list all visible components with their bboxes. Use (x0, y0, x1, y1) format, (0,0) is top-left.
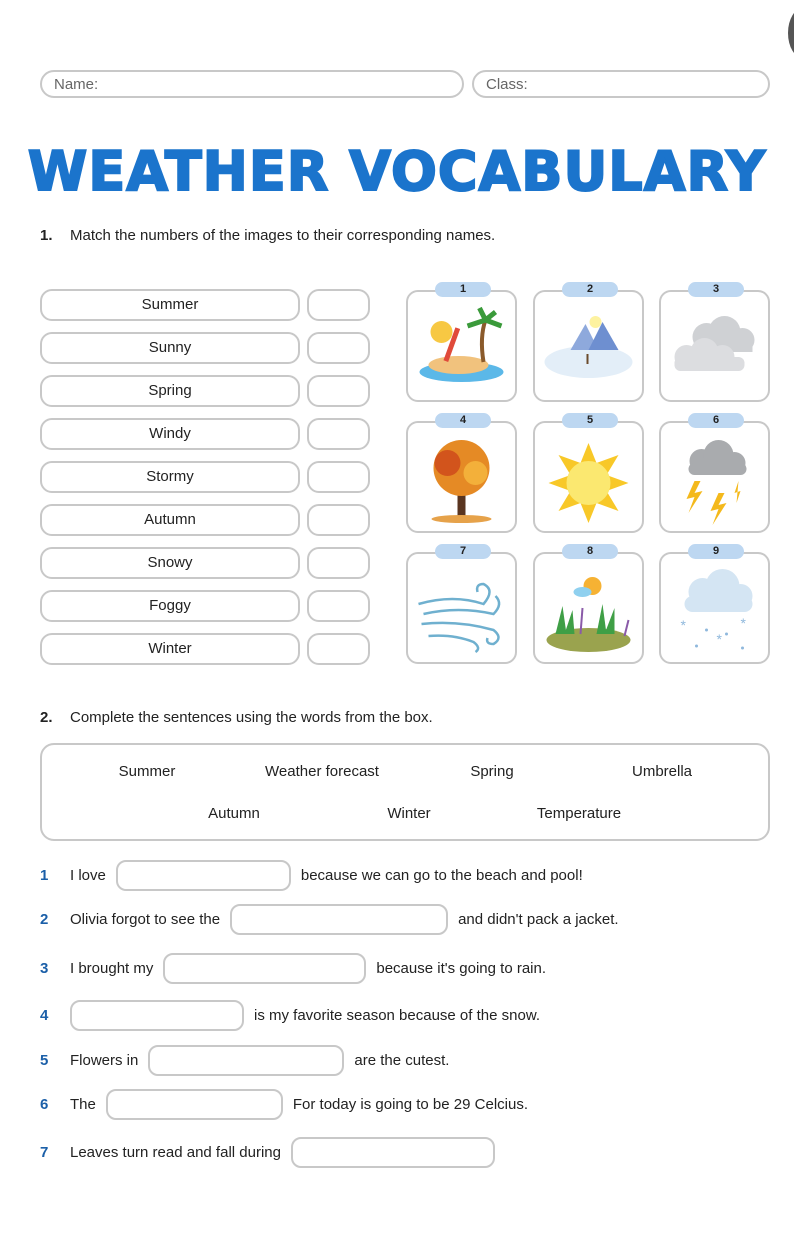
word-box-autumn: Autumn (40, 504, 300, 536)
image-card-2 (533, 283, 644, 402)
sentence-text-after: For today is going to be 29 Celcius. (292, 1095, 528, 1113)
sentence-text-before: Olivia forgot to see the (70, 910, 221, 928)
sentence-number: 3 (40, 959, 49, 977)
word-box-stormy: Stormy (40, 461, 300, 493)
sentence-number: 4 (40, 1006, 49, 1024)
question-2-instruction: 2. Complete the sentences using the words from the box. (40, 709, 433, 726)
image-number-tab: 5 (562, 413, 618, 428)
sentence-text-before: I brought my (70, 959, 154, 977)
answer-box[interactable] (307, 289, 370, 321)
summer-beach-icon (413, 302, 510, 394)
sentence-3 (40, 952, 546, 984)
name-field[interactable] (40, 70, 464, 98)
bank-word: Weather forecast (265, 763, 379, 780)
image-number-tab: 6 (688, 413, 744, 428)
sentence-number: 7 (40, 1143, 49, 1161)
sentence-text-after: and didn't pack a jacket. (458, 910, 619, 928)
name-label: Name: (54, 76, 99, 93)
answer-blank[interactable] (106, 1089, 283, 1120)
sentence-2 (40, 903, 619, 935)
sentence-number: 6 (40, 1095, 49, 1113)
sentence-text-before: Flowers in (70, 1051, 139, 1069)
bank-word: Umbrella (631, 763, 693, 780)
word-box-windy: Windy (40, 418, 300, 450)
class-label: Class: (486, 76, 528, 93)
image-card-7 (406, 545, 517, 664)
image-card-9 (659, 545, 770, 664)
svg-text:*: * (716, 631, 722, 647)
spring-meadow-icon (540, 564, 637, 656)
image-card-1 (406, 283, 517, 402)
answer-box[interactable] (307, 375, 370, 407)
sentence-number: 5 (40, 1051, 49, 1069)
answer-box[interactable] (307, 547, 370, 579)
word-bank (40, 743, 770, 841)
image-number-tab: 9 (688, 544, 744, 559)
image-number-tab: 8 (562, 544, 618, 559)
sentence-text-after: are the cutest. (354, 1051, 450, 1069)
answer-box[interactable] (307, 633, 370, 665)
svg-text:*: * (740, 615, 746, 631)
image-number-tab: 4 (435, 413, 491, 428)
page-title: WEATHER VOCABULARY (27, 140, 767, 203)
sentence-7 (40, 1136, 505, 1168)
word-box-sunny: Sunny (40, 332, 300, 364)
answer-box[interactable] (307, 418, 370, 450)
answer-blank[interactable] (70, 1000, 244, 1031)
sentence-1 (40, 859, 583, 891)
answer-blank[interactable] (148, 1045, 344, 1076)
sentence-number: 2 (40, 910, 49, 928)
image-card-4 (406, 414, 517, 533)
answer-box[interactable] (307, 332, 370, 364)
sentence-text-after: because it's going to rain. (376, 959, 547, 977)
sentence-6 (40, 1088, 528, 1120)
word-box-winter: Winter (40, 633, 300, 665)
sentence-text-after: is my favorite season because of the snow. (254, 1006, 540, 1024)
fog-clouds-icon (666, 302, 763, 394)
svg-text:*: * (680, 617, 686, 633)
question-1-instruction: 1. Match the numbers of the images to their corresponding names. (40, 227, 496, 244)
sentence-4 (40, 999, 540, 1031)
sentence-5 (40, 1044, 449, 1076)
answer-blank[interactable] (163, 953, 366, 984)
image-card-3 (659, 283, 770, 402)
answer-blank[interactable] (116, 860, 291, 891)
bank-word: Spring (470, 763, 514, 780)
class-field[interactable] (472, 70, 770, 98)
bank-word: Temperature (536, 805, 622, 822)
word-box-summer: Summer (40, 289, 300, 321)
image-number-tab: 3 (688, 282, 744, 297)
sentence-text-before: The (70, 1095, 96, 1113)
word-box-foggy: Foggy (40, 590, 300, 622)
storm-cloud-icon (666, 433, 763, 525)
bank-word: Summer (118, 763, 176, 780)
wind-icon (413, 564, 510, 656)
sentence-number: 1 (40, 866, 49, 884)
image-number-tab: 1 (435, 282, 491, 297)
sentence-text-before: Leaves turn read and fall during (70, 1143, 281, 1161)
answer-blank[interactable] (291, 1137, 495, 1168)
image-card-8 (533, 545, 644, 664)
corner-circle (788, 8, 794, 58)
autumn-tree-icon (413, 433, 510, 525)
snow-cloud-icon (666, 564, 763, 656)
image-card-6 (659, 414, 770, 533)
answer-box[interactable] (307, 461, 370, 493)
sentence-text-after: because we can go to the beach and pool! (300, 866, 583, 884)
word-box-snowy: Snowy (40, 547, 300, 579)
sun-icon (540, 433, 637, 525)
word-box-spring: Spring (40, 375, 300, 407)
sentence-text-before: I love (70, 866, 106, 884)
answer-box[interactable] (307, 504, 370, 536)
image-number-tab: 2 (562, 282, 618, 297)
answer-box[interactable] (307, 590, 370, 622)
image-card-5 (533, 414, 644, 533)
answer-blank[interactable] (230, 904, 448, 935)
bank-word: Autumn (208, 805, 260, 822)
winter-landscape-icon (540, 302, 637, 394)
image-number-tab: 7 (435, 544, 491, 559)
bank-word: Winter (387, 805, 431, 822)
